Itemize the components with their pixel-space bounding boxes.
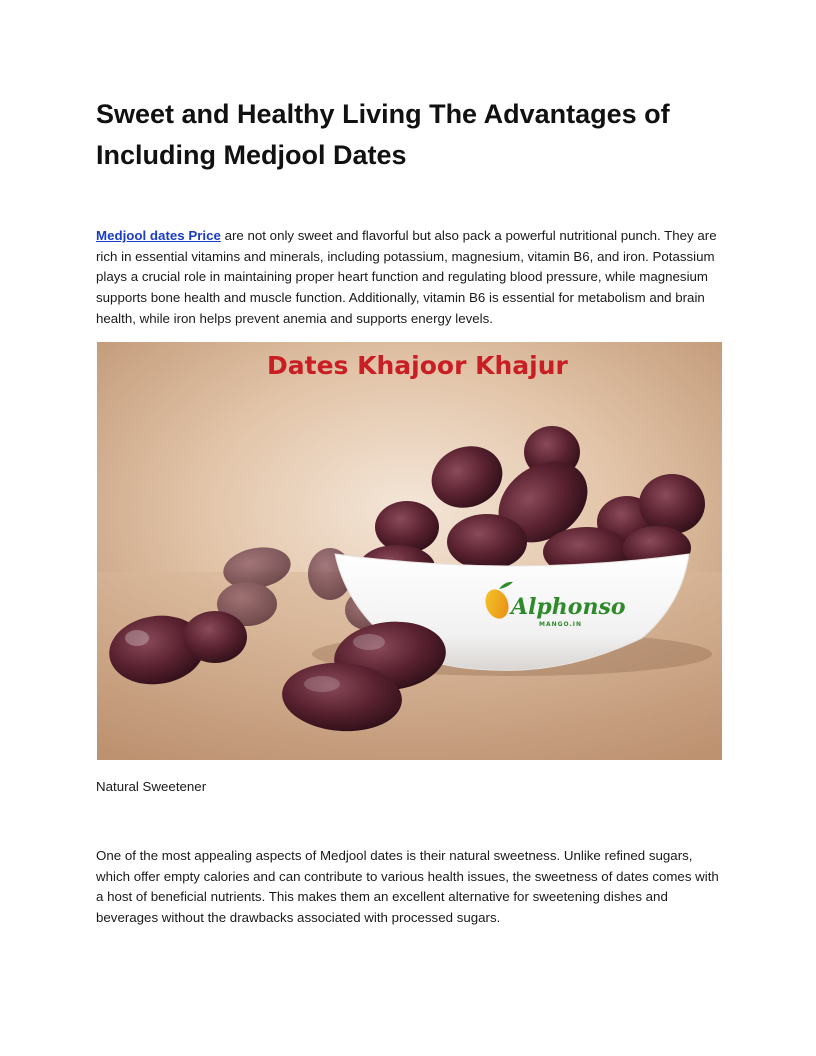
logo-subtext: MANGO.IN xyxy=(539,621,583,628)
dates-photo xyxy=(97,342,722,760)
intro-text: are not only sweet and flavorful but also pack a powerful nutritional punch. They are rich in essential vitamins and minerals, including potassium, magnesium, vitamin B6, and iron. Potassium plays a crucial role in maintaining proper heart function and regulating blood pressure, while magnesium supports bone health and muscle function. Additionally, vitamin B6 is essential for metabolism and brain health, while iron helps prevent anemia and supports energy levels. xyxy=(96,228,717,326)
logo-text: Alphonso xyxy=(511,594,626,620)
caption-natural-sweetener: Natural Sweetener xyxy=(96,779,207,794)
dates-illustration xyxy=(97,342,722,760)
page-title: Sweet and Healthy Living The Advantages of Including Medjool Dates xyxy=(96,99,670,170)
medjool-dates-price-link[interactable]: Medjool dates Price xyxy=(96,228,221,243)
body-paragraph: One of the most appealing aspects of Medjool dates is their natural sweetness. Unlike refined sugars, which offer empty calories and can contribute to various health issues, the sweetness of dates comes with a host of beneficial nutrients. This makes them an excellent alternative for sweetening dishes and beverages without the drawbacks associated with processed sugars. xyxy=(96,848,719,926)
intro-paragraph xyxy=(96,226,722,330)
figure-heading: Dates Khajoor Khajur xyxy=(267,351,568,380)
